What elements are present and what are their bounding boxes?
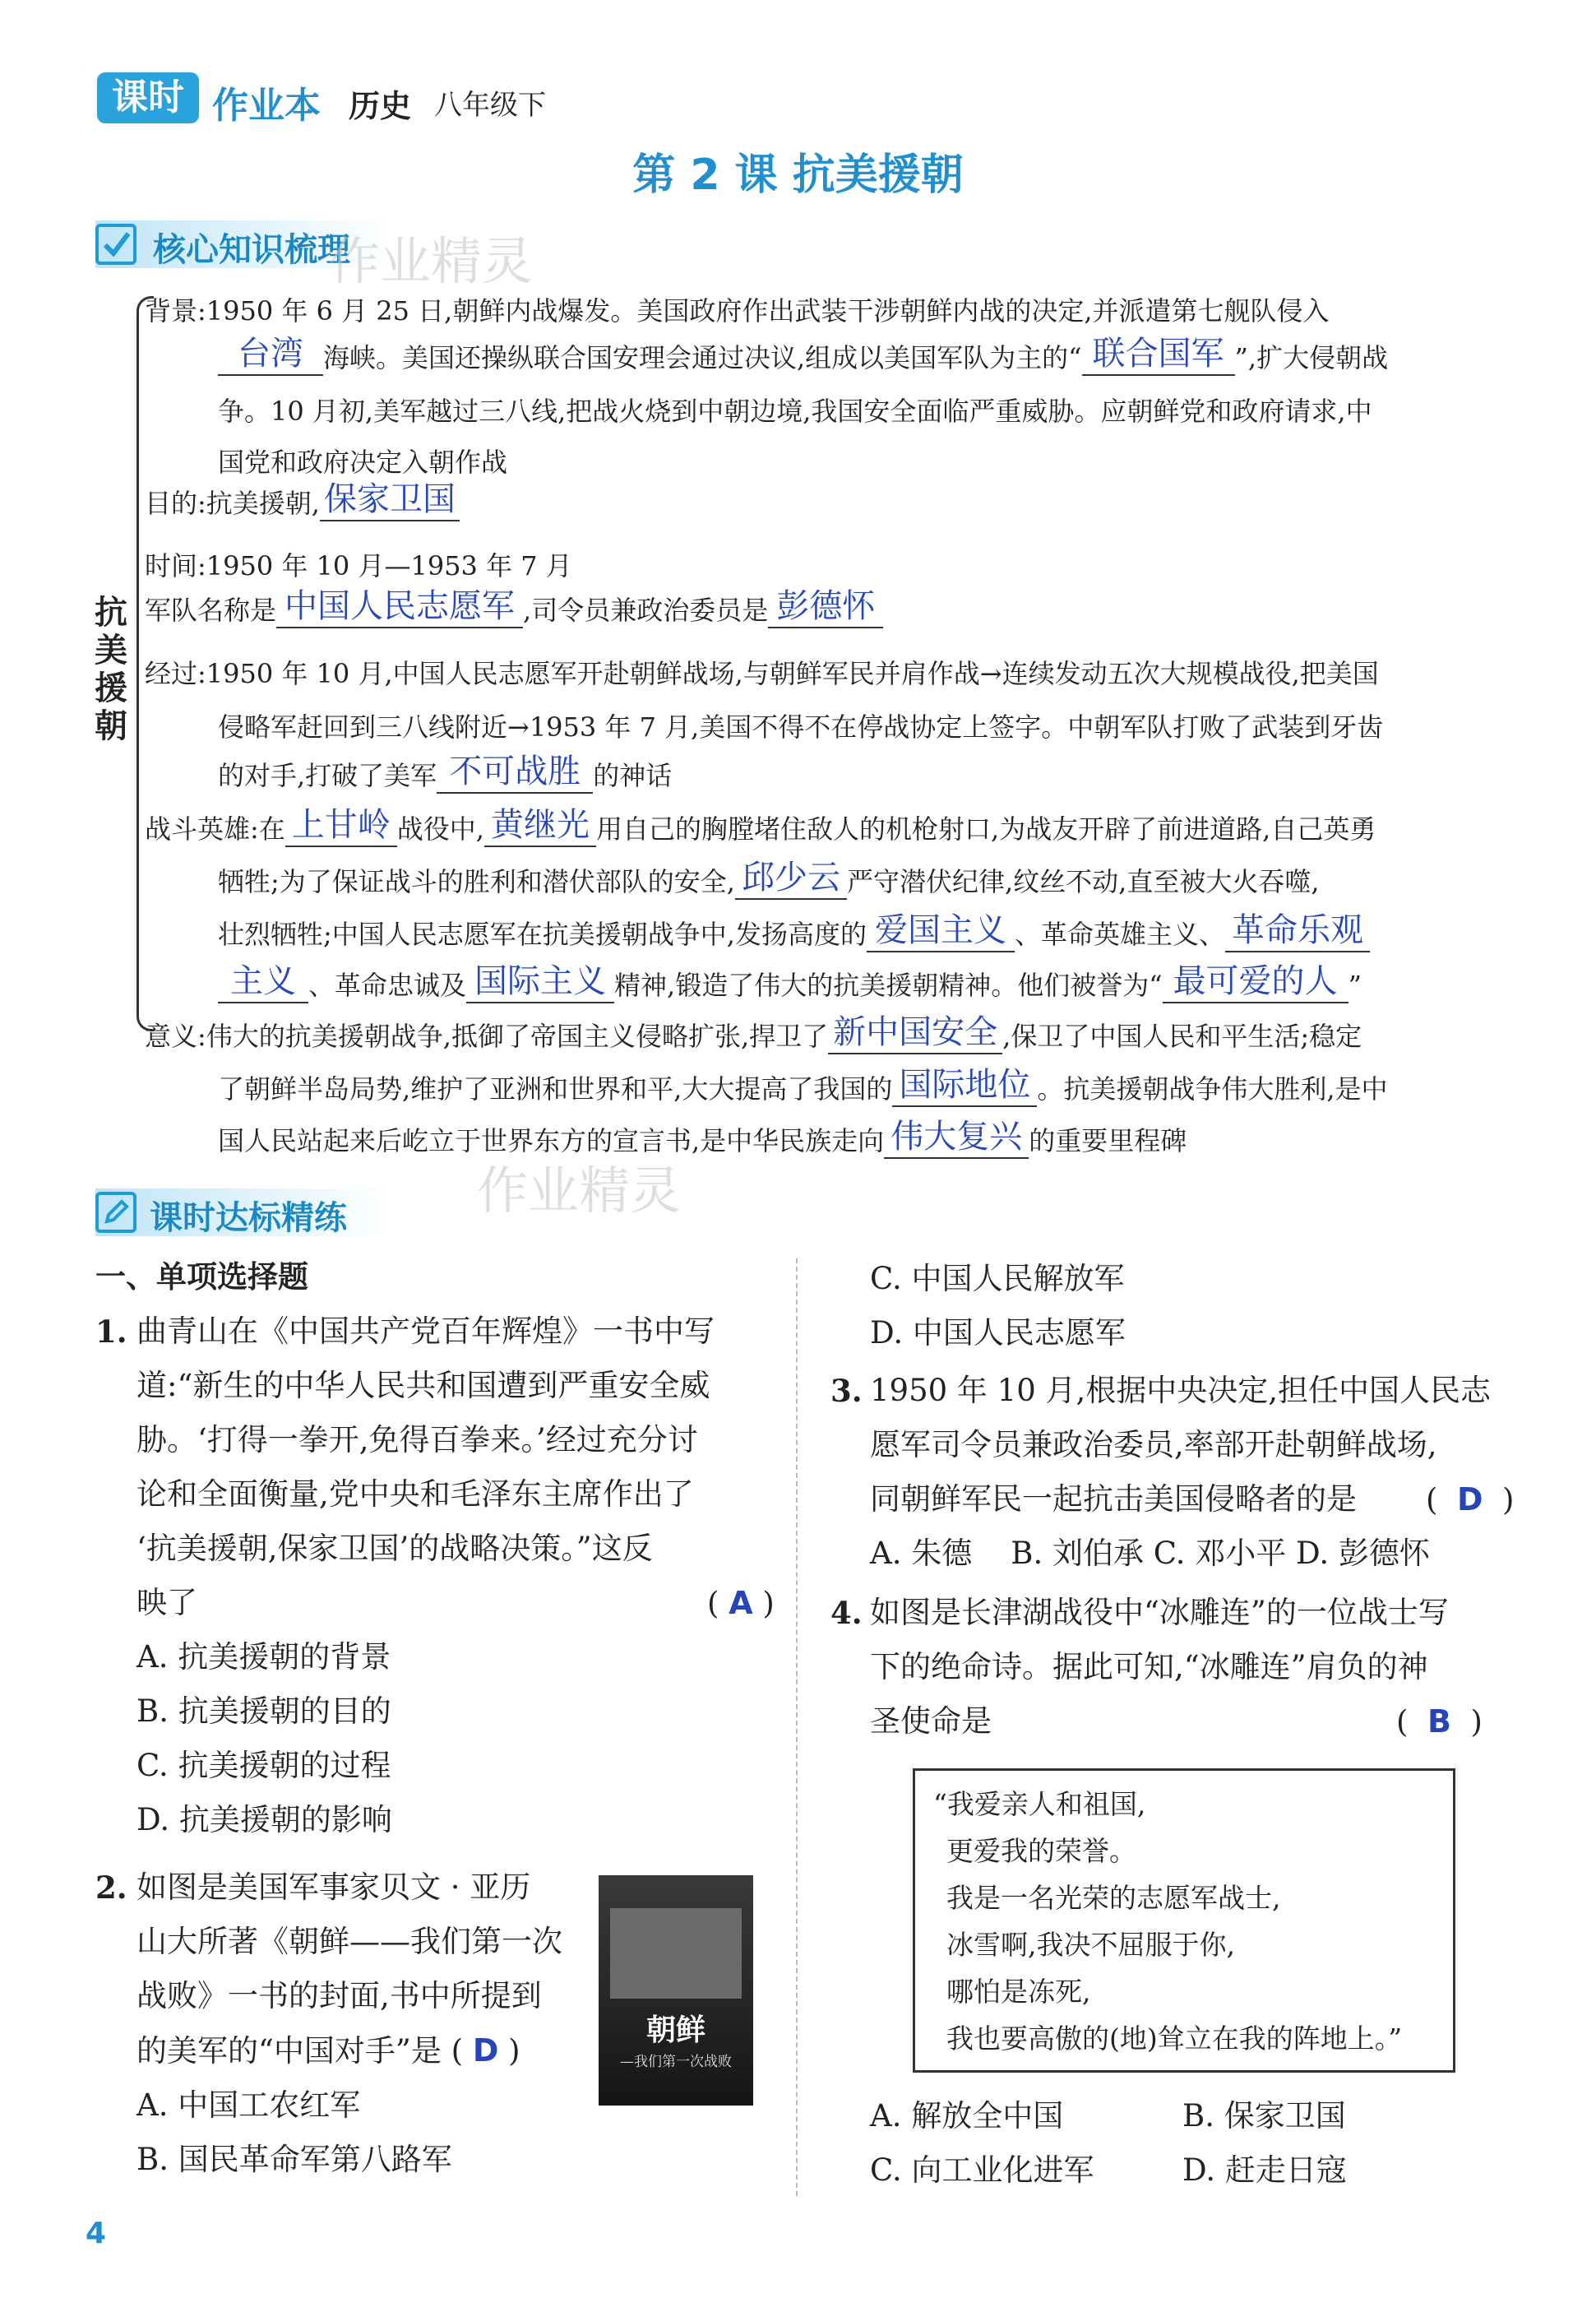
text: 牺牲;为了保证战斗的胜利和潜伏部队的安全, xyxy=(218,866,735,897)
handwritten-answer: 联合国军 xyxy=(1092,335,1224,373)
option[interactable]: D. 抗美援朝的影响 xyxy=(136,1802,392,1837)
question-line: 愿军司令员兼政治委员,率部开赴朝鲜战场, xyxy=(870,1427,1437,1462)
handwritten-answer: 不可战胜 xyxy=(449,753,581,790)
handwritten-answer: 邱少云 xyxy=(741,859,840,896)
answer-blank xyxy=(320,479,460,521)
text: 圣使命是 xyxy=(870,1703,992,1739)
logo-badge: 课时 xyxy=(97,72,199,123)
text: 、革命忠诚及 xyxy=(308,970,467,1001)
significance-line-3 xyxy=(218,1116,1187,1159)
answer-blank xyxy=(884,1116,1029,1159)
poem-line: 我是一名光荣的志愿军战士, xyxy=(946,1882,1281,1914)
question-line: 曲青山在《中国共产党百年辉煌》一书中写 xyxy=(136,1313,715,1349)
page-number: 4 xyxy=(86,2217,107,2250)
question-line xyxy=(136,1576,775,1630)
process-line-2: 侵略军赶回到三八线附近→1953 年 7 月,美国不得不在停战协定上签字。中朝军队打败了武装到牙齿 xyxy=(218,711,1384,743)
text: 了朝鲜半岛局势,维护了亚洲和世界和平,大大提高了我国的 xyxy=(218,1073,893,1105)
option[interactable]: A. 抗美援朝的背景 xyxy=(136,1639,391,1675)
question-line xyxy=(870,1472,1515,1527)
answer-blank xyxy=(484,804,596,847)
handwritten-answer: 革命乐观 xyxy=(1231,911,1363,949)
exercise-heading: 一、单项选择题 xyxy=(95,1259,308,1295)
background-line-2 xyxy=(218,333,1388,376)
poem-line: 我也要高傲的(地)耸立在我的阵地上。” xyxy=(946,2022,1403,2055)
book-name: 作业本 xyxy=(212,85,321,127)
handwritten-answer: 台湾 xyxy=(238,335,303,373)
book-subtitle: —我们第一次战败 xyxy=(620,2054,732,2070)
handwritten-answer: 保家卫国 xyxy=(323,480,456,518)
answer-blank xyxy=(285,804,397,847)
text: 战役中, xyxy=(396,813,484,845)
q2-continued-options xyxy=(830,1252,1126,1360)
question-line: 如图是长津湖战役中“冰雕连”的一位战士写 xyxy=(870,1595,1449,1630)
text: 军队名称是 xyxy=(145,595,277,626)
answer-bracket: ( D ) xyxy=(1426,1481,1515,1517)
option[interactable]: B. 国民革命军第八路军 xyxy=(136,2142,452,2177)
heroes-line-1 xyxy=(145,804,1376,847)
question-line: ‘抗美援朝,保家卫国’的战略决策。”这反 xyxy=(136,1531,653,1566)
column-divider xyxy=(796,1258,798,2196)
option[interactable]: C. 中国人民解放军 xyxy=(870,1261,1125,1296)
text: 精神,锻造了伟大的抗美援朝精神。他们被誉为“ xyxy=(614,970,1163,1001)
answer-blank xyxy=(735,857,847,900)
question-line: 下的绝命诗。据此可知,“冰雕连”肩负的神 xyxy=(870,1649,1428,1684)
text: 的对手,打破了美军 xyxy=(218,760,437,791)
vertical-char: 美 xyxy=(95,631,127,669)
answer-blank xyxy=(437,751,593,794)
book-photo xyxy=(610,1908,742,1999)
text: 国人民站起来后屹立于世界东方的宣言书,是中华民族走向 xyxy=(218,1125,885,1156)
options-row[interactable]: A. 朱德 B. 刘伯承 C. 邓小平 D. 彭德怀 xyxy=(870,1536,1430,1571)
pencil-icon xyxy=(95,1192,136,1233)
question-line xyxy=(870,1694,1483,1749)
background-line-3: 争。10 月初,美军越过三八线,把战火烧到中朝边境,我国安全面临严重威胁。应朝鲜党和政府请求,中 xyxy=(218,396,1372,427)
handwritten-answer: 黄继光 xyxy=(490,806,590,844)
handwritten-answer: 伟大复兴 xyxy=(891,1118,1023,1156)
question-line: 山大所著《朝鲜——我们第一次 xyxy=(136,1924,562,1959)
handwritten-answer: 中国人民志愿军 xyxy=(285,587,516,625)
option[interactable]: D. 中国人民志愿军 xyxy=(870,1315,1126,1351)
question-line: 如图是美国军事家贝文 · 亚历 xyxy=(136,1869,531,1905)
answer-blank xyxy=(276,586,523,628)
question-number: 3. xyxy=(830,1373,863,1409)
text: 用自己的胸膛堵住敌人的机枪射口,为战友开辟了前进道路,自己英勇 xyxy=(595,813,1376,845)
answer-choice: B xyxy=(1427,1703,1451,1740)
vertical-char: 抗 xyxy=(95,593,127,632)
text: 战斗英雄:在 xyxy=(145,813,285,845)
text: 映了 xyxy=(136,1585,197,1620)
answer-blank xyxy=(466,961,614,1003)
vertical-char: 朝 xyxy=(95,707,127,745)
answer-choice: A xyxy=(729,1585,753,1621)
watermark: 作业精灵 xyxy=(477,1161,682,1221)
poem-line: 更爱我的荣誉。 xyxy=(946,1835,1136,1867)
handwritten-answer: 新中国安全 xyxy=(833,1013,998,1051)
text: 严守潜伏纪律,纹丝不动,直至被大火吞噬, xyxy=(846,866,1320,897)
question-line: 战败》一书的封面,书中所提到 xyxy=(136,1978,542,2013)
text: 目的:抗美援朝, xyxy=(145,488,320,519)
subject-label: 历史 xyxy=(349,88,412,124)
poem-line: 哪怕是冻死, xyxy=(946,1976,1091,2008)
answer-bracket: ( A ) xyxy=(707,1585,775,1621)
checkbox-icon xyxy=(95,224,136,265)
text: ”,扩大侵朝战 xyxy=(1234,342,1389,373)
vertical-label xyxy=(92,594,130,745)
question-number: 4. xyxy=(830,1595,863,1631)
background-line-4: 国党和政府决定入朝作战 xyxy=(218,447,508,478)
handwritten-answer: 彭德怀 xyxy=(776,587,876,625)
background-line-1: 背景:1950 年 6 月 25 日,朝鲜内战爆发。美国政府作出武装干涉朝鲜内战的决定,并派遣第七舰队侵入 xyxy=(145,295,1330,327)
question-line: 1950 年 10 月,根据中央决定,担任中国人民志 xyxy=(870,1373,1492,1408)
purpose-line xyxy=(145,479,460,521)
text: 的美军的“中国对手”是 xyxy=(136,2033,442,2069)
heroes-line-4 xyxy=(218,961,1362,1003)
army-line xyxy=(145,586,883,628)
question-number: 2. xyxy=(95,1869,127,1906)
option[interactable]: A. 中国工农红军 xyxy=(136,2087,361,2123)
significance-line-1 xyxy=(145,1012,1362,1054)
handwritten-answer: 国际地位 xyxy=(899,1066,1031,1104)
section-title-knowledge: 核心知识梳理 xyxy=(153,231,350,269)
option[interactable]: A. 解放全中国 xyxy=(870,2098,1064,2134)
poem-box xyxy=(913,1768,1455,2073)
answer-blank xyxy=(892,1064,1037,1107)
text: 、革命英雄主义、 xyxy=(1014,919,1225,950)
text: 。抗美援朝战争伟大胜利,是中 xyxy=(1037,1073,1388,1105)
question-line: 胁。‘打得一拳开,免得百拳来。’经过充分讨 xyxy=(136,1422,698,1457)
answer-bracket: ( B ) xyxy=(1396,1703,1483,1740)
watermark: 作业精灵 xyxy=(329,231,534,291)
answer-blank xyxy=(218,961,308,1003)
text: ,司令员兼政治委员是 xyxy=(523,595,769,626)
handwritten-answer: 国际主义 xyxy=(474,962,607,1000)
question-line: 论和全面衡量,党中央和毛泽东主席作出了 xyxy=(136,1476,694,1512)
answer-blank xyxy=(867,910,1015,952)
heroes-line-3 xyxy=(218,910,1370,952)
text: 海峡。美国还操纵联合国安理会通过决议,组成以美国军队为主的“ xyxy=(323,342,1082,373)
option[interactable]: C. 向工业化进军 xyxy=(870,2152,1094,2188)
text: ,保卫了中国人民和平生活;稳定 xyxy=(1002,1021,1362,1052)
poem-line: “我爱亲人和祖国, xyxy=(933,1788,1146,1820)
text: 的重要里程碑 xyxy=(1029,1125,1187,1156)
poem-line: 冰雪啊,我决不屈服于你, xyxy=(946,1929,1235,1961)
process-line-3 xyxy=(218,751,672,794)
option[interactable]: B. 保家卫国 xyxy=(1182,2098,1346,2134)
book-title: 朝鲜 xyxy=(645,2013,705,2047)
text: 同朝鲜军民一起抗击美国侵略者的是 xyxy=(870,1481,1357,1517)
handwritten-answer: 爱国主义 xyxy=(874,911,1006,949)
process-line-1: 经过:1950 年 10 月,中国人民志愿军开赴朝鲜战场,与朝鲜军民并肩作战→连续发动五次大规模战役,把美国 xyxy=(145,658,1379,689)
lesson-title: 第 2 课 抗美援朝 xyxy=(632,151,964,200)
question-number: 1. xyxy=(95,1313,127,1350)
answer-blank xyxy=(1163,961,1349,1003)
text: 意义:伟大的抗美援朝战争,抵御了帝国主义侵略扩张,捍卫了 xyxy=(145,1021,829,1052)
answer-blank xyxy=(1225,910,1370,952)
significance-line-2 xyxy=(218,1064,1388,1107)
vertical-char: 援 xyxy=(95,669,127,707)
option[interactable]: D. 赶走日寇 xyxy=(1182,2152,1347,2188)
text: ” xyxy=(1348,970,1362,1001)
book-cover-image xyxy=(599,1875,753,2106)
grade-label: 八年级下 xyxy=(434,89,546,122)
answer-choice: D xyxy=(472,2032,499,2069)
question-line: 道:“新生的中华人民共和国遭到严重安全威 xyxy=(136,1368,710,1403)
handwritten-answer: 上甘岭 xyxy=(291,806,391,844)
option[interactable]: B. 抗美援朝的目的 xyxy=(136,1693,391,1729)
option[interactable]: C. 抗美援朝的过程 xyxy=(136,1748,391,1783)
answer-choice: D xyxy=(1456,1481,1483,1517)
heroes-line-2 xyxy=(218,857,1320,900)
answer-blank xyxy=(768,586,883,628)
handwritten-answer: 主义 xyxy=(230,962,296,1000)
text: 的神话 xyxy=(593,760,673,791)
handwritten-answer: 最可爱的人 xyxy=(1173,962,1338,1000)
section-title-practice: 课时达标精练 xyxy=(150,1199,347,1237)
answer-blank xyxy=(1082,333,1235,376)
answer-blank xyxy=(828,1012,1002,1054)
text: 壮烈牺牲;中国人民志愿军在抗美援朝战争中,发扬高度的 xyxy=(218,919,867,950)
time-line: 时间:1950 年 10 月—1953 年 7 月 xyxy=(145,550,572,581)
question-line: 的美军的“中国对手”是 ( D ) xyxy=(136,2032,520,2069)
answer-blank xyxy=(218,333,323,376)
